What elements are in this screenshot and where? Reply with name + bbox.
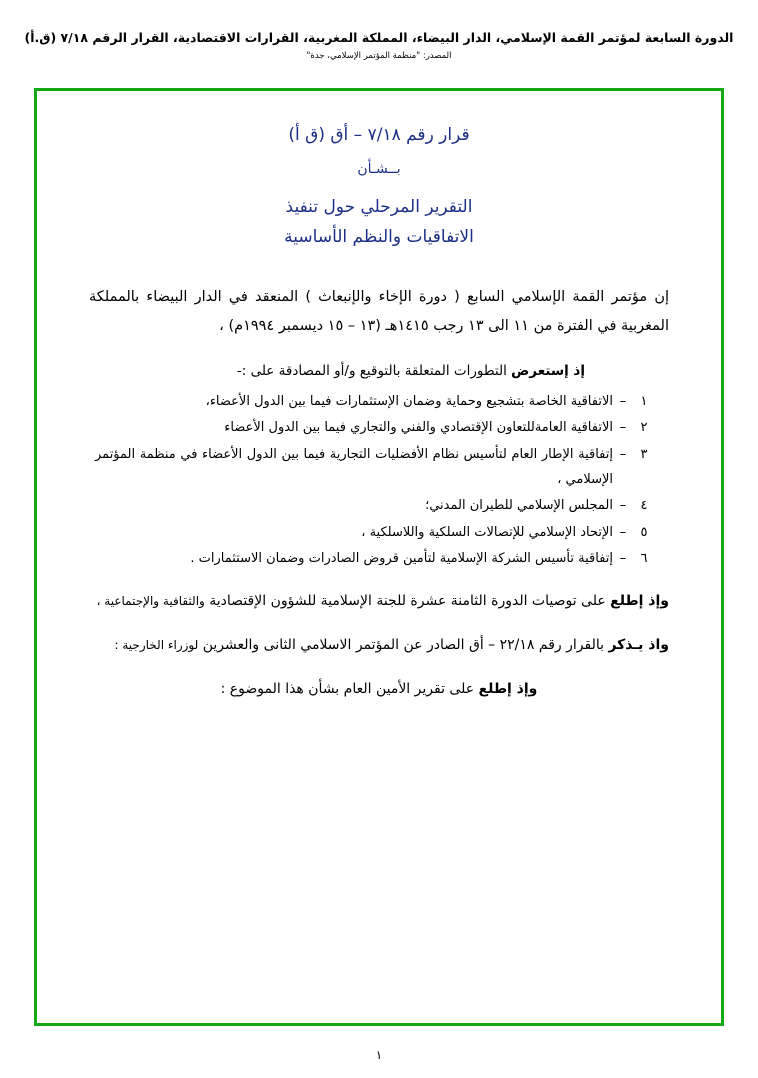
item-dash: –: [619, 498, 627, 514]
title-block: [89, 125, 669, 253]
header-title-line: الدورة السابعة لمؤتمر القمة الإسلامي، الدار البيضاء، المملكة المغربية، القرارات الاقتصادية، القرار الرقم ٧/١٨ (ق.أ): [24, 30, 734, 45]
body-content: [89, 283, 669, 704]
item-text: الاتفاقية الخاصة بتشجيع وحماية وضمان الإستثمارات فيما بين الدول الأعضاء،: [205, 393, 613, 409]
paragraph-small-2: لوزراء الخارجية :: [114, 638, 199, 653]
decree-number: قرار رقم ٧/١٨ – أق (ق أ): [288, 125, 470, 145]
clause-heading-lead: إذ إستعرض: [511, 362, 585, 379]
list-item: [89, 415, 669, 440]
paragraph-main-3: على تقرير الأمين العام بشأن هذا الموضوع :: [220, 681, 475, 698]
item-number: ٤: [640, 498, 648, 514]
item-text: إتفاقية تأسيس الشركة الإسلامية لتأمين قروض الصادرات وضمان الاستثمارات .: [190, 551, 613, 566]
item-dash: –: [619, 393, 627, 409]
clause-heading-rest: التطورات المتعلقة بالتوقيع و/أو المصادقة على :-: [236, 362, 507, 379]
paragraph-lead-3: وإذ إطلع: [478, 681, 538, 698]
paragraph-small-1: والثقافية والإجتماعية ،: [96, 594, 205, 609]
preamble-paragraph-1: [89, 587, 669, 615]
paragraph-main-1: على توصيات الدورة الثامنة عشرة للجنة الإسلامية للشؤون الإقتصادية: [209, 593, 606, 610]
paragraph-lead-1: وإذ إطلع: [610, 593, 669, 610]
preamble-paragraph-2: [89, 631, 669, 659]
list-item: [89, 493, 669, 518]
item-dash: –: [619, 551, 627, 566]
items-list: [89, 389, 669, 571]
item-number: ٥: [640, 524, 648, 540]
item-text: إتفاقية الإطار العام لتأسيس نظام الأفضليات التجارية فيما بين الدول الأعضاء في منظمة المؤتمر الإسلامي ،: [95, 446, 613, 487]
item-number: ١: [640, 393, 648, 409]
clause-heading: [89, 358, 669, 385]
document-body: [37, 91, 721, 1023]
intro-paragraph: إن مؤتمر القمة الإسلامي السابع ( دورة الإخاء والإنبعاث ) المنعقد في الدار البيضاء بالمملكة المغربية في الفترة من ١١ الى ١٣ رجب ١٤١٥هـ (١٣ – ١٥ ديسمبر ١٩٩٤م) ،: [89, 288, 669, 335]
item-number: ٣: [640, 446, 648, 462]
item-dash: –: [619, 420, 627, 436]
paragraph-lead-2: واذ يـذكر: [608, 637, 669, 654]
header-source-line: المصدر: "منظمة المؤتمر الإسلامي، جدة": [306, 51, 452, 62]
item-text: الإتحاد الإسلامي للإتصالات السلكية واللاسلكية ،: [361, 524, 613, 540]
preamble-paragraph-3: [89, 675, 669, 703]
page-number: ١: [375, 1048, 383, 1062]
item-dash: –: [619, 446, 627, 462]
document-header: [0, 0, 758, 61]
item-text: الاتفاقية العامةللتعاون الإقتصادي والفني والتجاري فيما بين الدول الأعضاء: [224, 420, 613, 436]
list-item: [89, 389, 669, 414]
item-number: ٢: [640, 420, 648, 436]
green-border-frame: [34, 88, 724, 1026]
item-text: المجلس الإسلامي للطيران المدني؛: [425, 498, 613, 514]
document-title-line-1: التقرير المرحلي حول تنفيذ: [285, 197, 473, 217]
document-title-line-2: الاتفاقيات والنظم الأساسية: [284, 226, 474, 247]
paragraph-main-2: بالقرار رقم ٢٢/١٨ – أق الصادر عن المؤتمر الاسلامي الثانى والعشرين: [202, 637, 604, 654]
item-dash: –: [619, 524, 627, 540]
list-item: [89, 546, 669, 571]
item-number: ٦: [640, 551, 648, 566]
list-item: [89, 442, 669, 493]
list-item: [89, 520, 669, 545]
subject-label: بــشـأن: [357, 161, 401, 177]
